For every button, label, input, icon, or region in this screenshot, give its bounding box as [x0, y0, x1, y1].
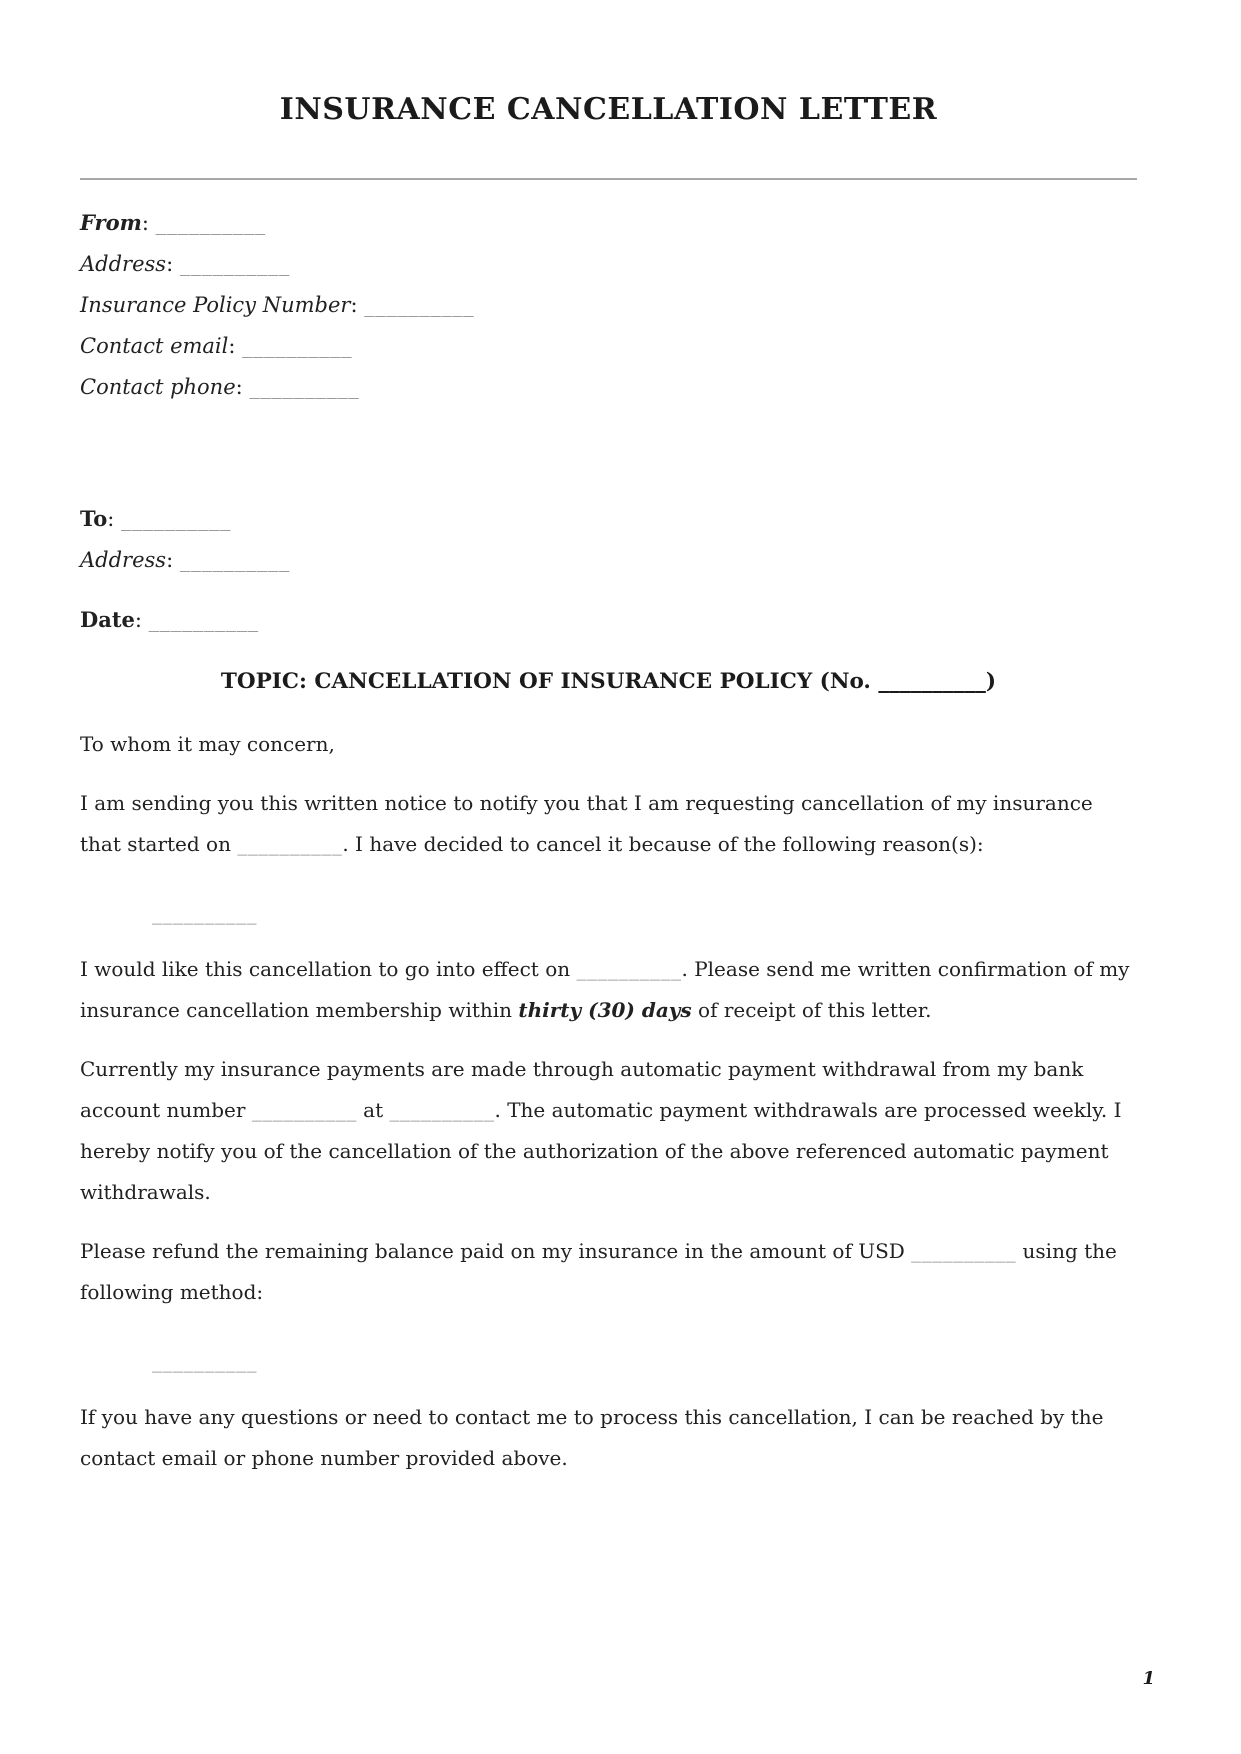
sender-block	[80, 202, 1137, 408]
contact-email-blank: __________	[242, 334, 353, 358]
colon: :	[107, 507, 121, 531]
colon: :	[235, 375, 250, 399]
account-number-blank: __________	[251, 1098, 357, 1122]
sender-address-blank: __________	[179, 252, 290, 276]
date-label: Date	[80, 607, 135, 632]
colon: :	[141, 211, 156, 235]
p2-text-after: of receipt of this letter.	[691, 998, 932, 1022]
subject-blank: __________	[878, 669, 986, 694]
colon: :	[166, 548, 180, 572]
page-title: INSURANCE CANCELLATION LETTER	[279, 92, 938, 127]
p2-text-mid: . Please send me written confirmation of my insurance cancellation membership within	[80, 957, 1130, 1022]
paragraph-cancellation-notice	[80, 783, 1137, 865]
reason-blank-line	[80, 893, 1137, 934]
colon: :	[350, 293, 365, 317]
p4-text-after: using the following method:	[80, 1239, 1117, 1304]
refund-amount-blank: __________	[911, 1239, 1017, 1263]
salutation: To whom it may concern,	[80, 732, 335, 756]
bank-name-blank: __________	[389, 1098, 495, 1122]
contact-phone-label: Contact phone	[80, 375, 236, 399]
title-divider	[80, 178, 1137, 180]
recipient-address-label: Address	[80, 548, 167, 572]
subject-text-before: TOPIC: CANCELLATION OF INSURANCE POLICY (No.	[220, 669, 879, 694]
paragraph-refund	[80, 1231, 1137, 1313]
p3-text-before: Currently my insurance payments are made through automatic payment withdrawal from my bank account number	[80, 1057, 1084, 1122]
field-recipient-address	[80, 540, 1137, 581]
recipient-block	[80, 498, 1137, 581]
start-date-blank: __________	[237, 832, 343, 856]
effective-date-blank: __________	[576, 957, 682, 981]
field-date	[80, 599, 1137, 641]
field-to	[80, 498, 1137, 540]
field-from	[80, 202, 1137, 244]
from-label: From	[80, 210, 142, 235]
page-number: 1	[1142, 1668, 1155, 1689]
paragraph-automatic-payments	[80, 1049, 1137, 1213]
date-block	[80, 599, 1137, 641]
from-blank: __________	[155, 211, 266, 235]
p1-text: I am sending you this written notice to notify you that I am requesting cancellation of my insurance that started on	[80, 791, 1093, 856]
policy-number-label: Insurance Policy Number	[80, 293, 351, 317]
p3-text-mid: at	[356, 1098, 390, 1122]
policy-number-blank: __________	[364, 293, 475, 317]
p4-text-before: Please refund the remaining balance paid on my insurance in the amount of USD	[80, 1239, 912, 1263]
paragraph-contact: If you have any questions or need to contact me to process this cancellation, I can be reached by the contact email or phone number provided above.	[80, 1405, 1104, 1470]
field-policy-number	[80, 285, 1137, 326]
paragraph-effective-date	[80, 949, 1137, 1031]
subject-text-after: )	[985, 669, 997, 694]
field-contact-email	[80, 326, 1137, 367]
p3-text-after: . The automatic payment withdrawals are processed weekly. I hereby notify you of the cancellation of the authorization of the above referenced automatic payment withdrawals.	[80, 1098, 1122, 1204]
subject-line	[80, 661, 1137, 702]
p2-text-before: I would like this cancellation to go into effect on	[80, 957, 577, 981]
method-blank-line	[80, 1341, 1137, 1382]
field-contact-phone	[80, 367, 1137, 408]
date-blank: __________	[148, 608, 259, 632]
colon: :	[166, 252, 180, 276]
colon: :	[228, 334, 243, 358]
contact-email-label: Contact email	[80, 334, 229, 358]
colon: :	[134, 608, 149, 632]
reason-blank: __________	[152, 901, 257, 925]
field-sender-address	[80, 244, 1137, 285]
to-label: To	[80, 506, 108, 531]
to-blank: __________	[121, 507, 231, 531]
recipient-address-blank: __________	[179, 548, 290, 572]
contact-phone-blank: __________	[249, 375, 360, 399]
p1-text-after: . I have decided to cancel it because of the following reason(s):	[342, 832, 984, 856]
method-blank: __________	[152, 1349, 257, 1373]
sender-address-label: Address	[80, 252, 167, 276]
thirty-days-emphasis: thirty (30) days	[518, 998, 692, 1022]
